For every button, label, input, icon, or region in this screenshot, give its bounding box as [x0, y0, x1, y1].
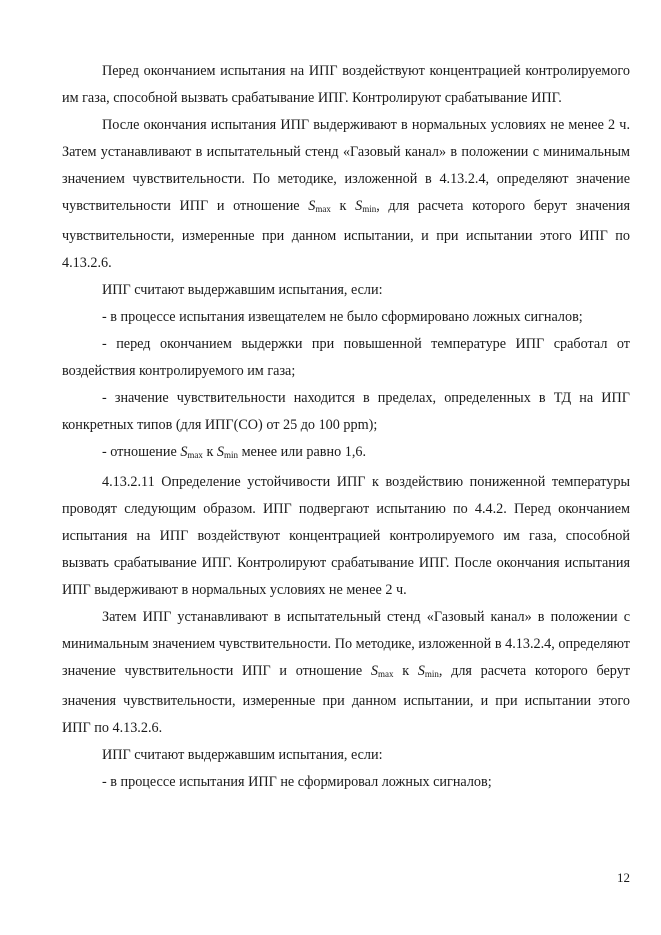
- page-number: 12: [617, 870, 630, 885]
- subscript: max: [378, 669, 394, 679]
- text-run: к: [330, 198, 356, 214]
- text-run: , для расчета которого берут значения чувствительности, измеренные при данном испытании, и при испытании этого ИПГ по 4.13.2.6.: [62, 663, 630, 736]
- subscript: max: [315, 204, 331, 214]
- list-item: - значение чувствительности находится в пределах, определенных в ТД на ИПГ конкретных типов (для ИПГ(СО) от 25 до 100 ppm);: [62, 390, 630, 433]
- text-run: Затем ИПГ устанавливают в испытательный стенд «Газовый канал» в положении с минимальным значением чувствительности. По методике, изложенной в 4.13.2.4, определяют значение чувствительности ИПГ и отношение: [62, 609, 630, 679]
- list-item: - в процессе испытания ИПГ не сформировал ложных сигналов;: [102, 774, 492, 790]
- paragraph: ИПГ считают выдержавшим испытания, если:: [102, 747, 383, 763]
- symbol: S: [180, 444, 188, 460]
- subscript: min: [424, 669, 439, 679]
- symbol: S: [417, 663, 425, 679]
- subscript: min: [362, 204, 377, 214]
- text-run: к: [393, 663, 418, 679]
- paragraph: 4.13.2.11 Определение устойчивости ИПГ к воздействию пониженной температуры проводят следующим образом. ИПГ подвергают испытанию по 4.4.2. Перед окончанием испытания на ИПГ воздействуют концентрацией контролируемого им газа, способной вызвать срабатывание ИПГ. Контролируют срабатывание ИПГ. После окончания испытания ИПГ выдерживают в нормальных условиях не менее 2 ч.: [62, 474, 630, 598]
- paragraph: [62, 604, 630, 742]
- subscript: max: [187, 450, 203, 460]
- text-run: После окончания испытания ИПГ выдерживают в нормальных условиях не менее 2 ч. Затем устанавливают в испытательный стенд «Газовый канал» в положении с минимальным значением чувствительности. По методике, изложенной в 4.13.2.4, определяют значение чувствительности ИПГ и отношение: [62, 117, 630, 214]
- list-item: - перед окончанием выдержки при повышенной температуре ИПГ сработал от воздействия контролируемого им газа;: [62, 336, 630, 379]
- text-run: менее или равно 1,6.: [238, 444, 367, 460]
- text-run: - отношение: [102, 444, 181, 460]
- paragraph: [62, 112, 630, 277]
- list-item: [62, 439, 630, 469]
- paragraph: ИПГ считают выдержавшим испытания, если:: [102, 282, 383, 298]
- subscript: min: [224, 450, 239, 460]
- symbol: S: [216, 444, 225, 460]
- symbol: S: [355, 198, 363, 214]
- paragraph: Перед окончанием испытания на ИПГ воздействуют концентрацией контролируемого им газа, способной вызвать срабатывание ИПГ. Контролируют срабатывание ИПГ.: [62, 63, 630, 106]
- document-body: [62, 58, 630, 796]
- symbol: S: [308, 198, 316, 214]
- text-run: к: [202, 444, 217, 460]
- symbol: S: [370, 663, 378, 679]
- list-item: - в процессе испытания извещателем не было сформировано ложных сигналов;: [102, 309, 583, 325]
- text-run: , для расчета которого берут значения чувствительности, измеренные при данном испытании, и при испытании этого ИПГ по 4.13.2.6.: [62, 198, 630, 271]
